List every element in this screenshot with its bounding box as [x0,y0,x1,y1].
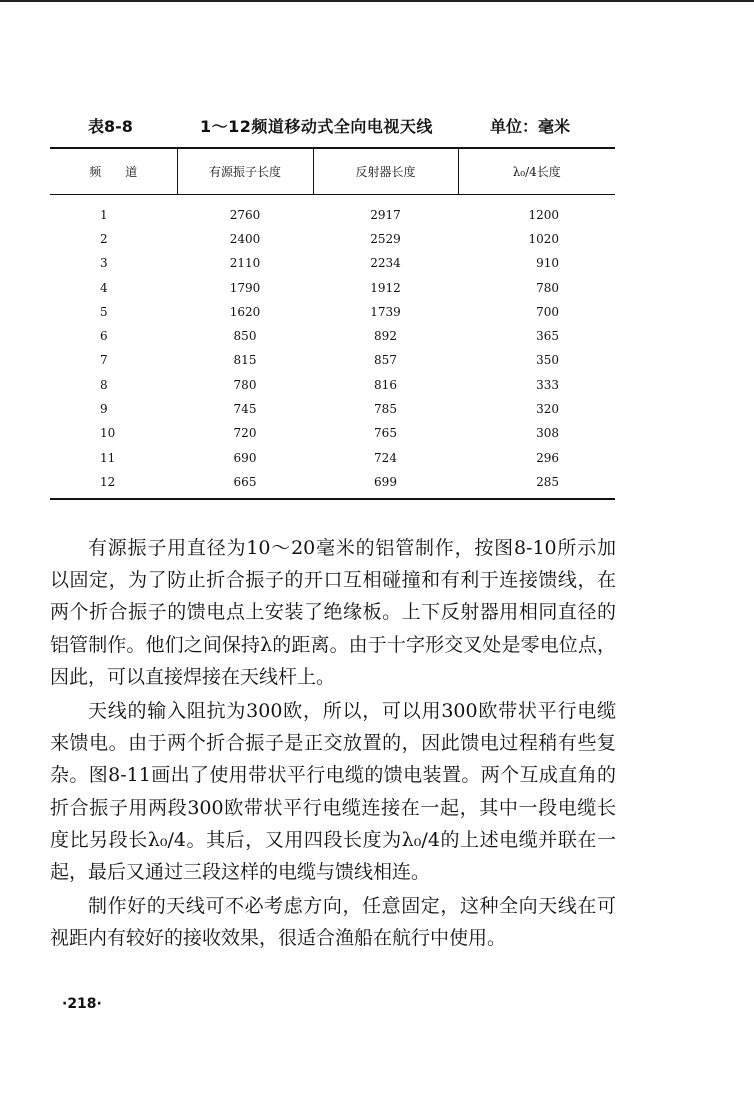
cell-channel: 2 [100,231,108,246]
cell-reflector-length: 765 [374,426,397,441]
antenna-dimensions-table [50,147,615,500]
cell-reflector-length: 892 [374,329,397,344]
cell-quarter-wavelength: 285 [458,470,615,499]
table-row [50,194,615,227]
paragraph: 天线的输入阻抗为300欧，所以，可以用300欧带状平行电缆来馈电。由于两个折合振子是正交放置的，因此馈电过程稍有些复杂。图8-11画出了使用带状平行电缆的馈电装置。两个互成直角的折合振子用两段300欧带状平行电缆连接在一起，其中一段电缆长度比另段长λ₀/4。其后，又用四段长度为λ₀/4的上述电缆并联在一起，最后又通过三段这样的电缆与馈线相连。 [50,700,616,884]
table-row [50,300,615,324]
cell-active-element-length: 720 [233,426,257,441]
cell-active-element-length: 850 [233,329,257,344]
cell-quarter-wavelength: 700 [536,304,559,319]
cell-quarter-wavelength: 296 [536,450,559,465]
table-row [50,348,615,372]
cell-reflector-length: 785 [374,402,397,417]
table-row [50,251,615,275]
cell-channel: 6 [100,329,108,344]
cell-reflector-length: 1739 [370,304,401,319]
table-header-row [50,148,615,194]
cell-active-element-length: 2760 [229,207,261,222]
cell-active-element-length: 2110 [229,256,261,271]
cell-quarter-wavelength: 320 [536,402,559,417]
cell-quarter-wavelength: 308 [536,426,559,441]
cell-channel: 10 [100,426,116,441]
cell-channel: 1 [100,207,108,222]
table-row [50,445,615,469]
table-row [50,470,615,499]
cell-reflector-length: 1912 [370,280,401,295]
cell-quarter-wavelength: 350 [536,353,559,368]
cell-reflector-length: 2234 [370,256,401,271]
cell-channel: 9 [100,402,108,417]
cell-active-element-length: 2400 [229,231,261,246]
cell-channel: 11 [100,450,116,465]
cell-reflector-length: 724 [374,450,397,465]
cell-quarter-wavelength: 1020 [528,231,559,246]
paragraph: 有源振子用直径为10～20毫米的铝管制作，按图8-10所示加以固定，为了防止折合振子的开口互相碰撞和有利于连接馈线，在两个折合振子的馈电点上安装了绝缘板。上下反射器用相同直径的铝管制作。他们之间保持λ的距离。由于十字形交叉处是零电位点，因此，可以直接焊接在天线杆上。 [50,537,616,688]
cell-quarter-wavelength: 365 [536,329,559,344]
header-quarter-wavelength: λ₀/4长度 [458,148,615,194]
cell-channel: 3 [100,256,108,271]
cell-quarter-wavelength: 910 [536,256,559,271]
cell-active-element-length: 780 [233,377,257,392]
table-row [50,421,615,445]
table-unit: 单位：毫米 [490,117,571,136]
header-active-element-length: 有源振子长度 [177,148,313,194]
cell-reflector-length: 2529 [370,231,401,246]
table-row [50,324,615,348]
page-number: ·218· [62,996,102,1012]
cell-channel: 5 [100,304,108,319]
cell-reflector-length: 699 [313,470,458,499]
cell-active-element-length: 1790 [229,280,261,295]
header-channel: 频 道 [50,148,177,194]
table-title: 1～12频道移动式全向电视天线 [200,117,433,136]
cell-active-element-length: 1620 [229,304,261,319]
cell-active-element-length: 690 [233,450,257,465]
cell-reflector-length: 857 [374,353,397,368]
cell-active-element-length: 745 [233,402,257,417]
cell-channel: 8 [100,377,108,392]
cell-quarter-wavelength: 1200 [528,207,559,222]
cell-quarter-wavelength: 333 [536,377,559,392]
table-row [50,275,615,299]
header-reflector-length: 反射器长度 [313,148,458,194]
top-border-line [0,0,754,2]
cell-active-element-length: 815 [233,353,257,368]
table-caption [50,110,615,138]
cell-quarter-wavelength: 780 [536,280,559,295]
paragraph: 制作好的天线可不必考虑方向，任意固定，这种全向天线在可视距内有较好的接收效果，很适合渔船在航行中使用。 [50,895,616,950]
table-row [50,227,615,251]
body-text [50,532,616,957]
cell-channel: 4 [100,280,108,295]
cell-reflector-length: 2917 [370,207,401,222]
table-row [50,373,615,397]
cell-channel: 7 [100,353,108,368]
cell-active-element-length: 665 [177,470,313,499]
cell-reflector-length: 816 [374,377,397,392]
table-row [50,397,615,421]
cell-channel: 12 [50,470,177,499]
table-body [50,194,615,499]
table-number: 表8-8 [88,117,133,136]
